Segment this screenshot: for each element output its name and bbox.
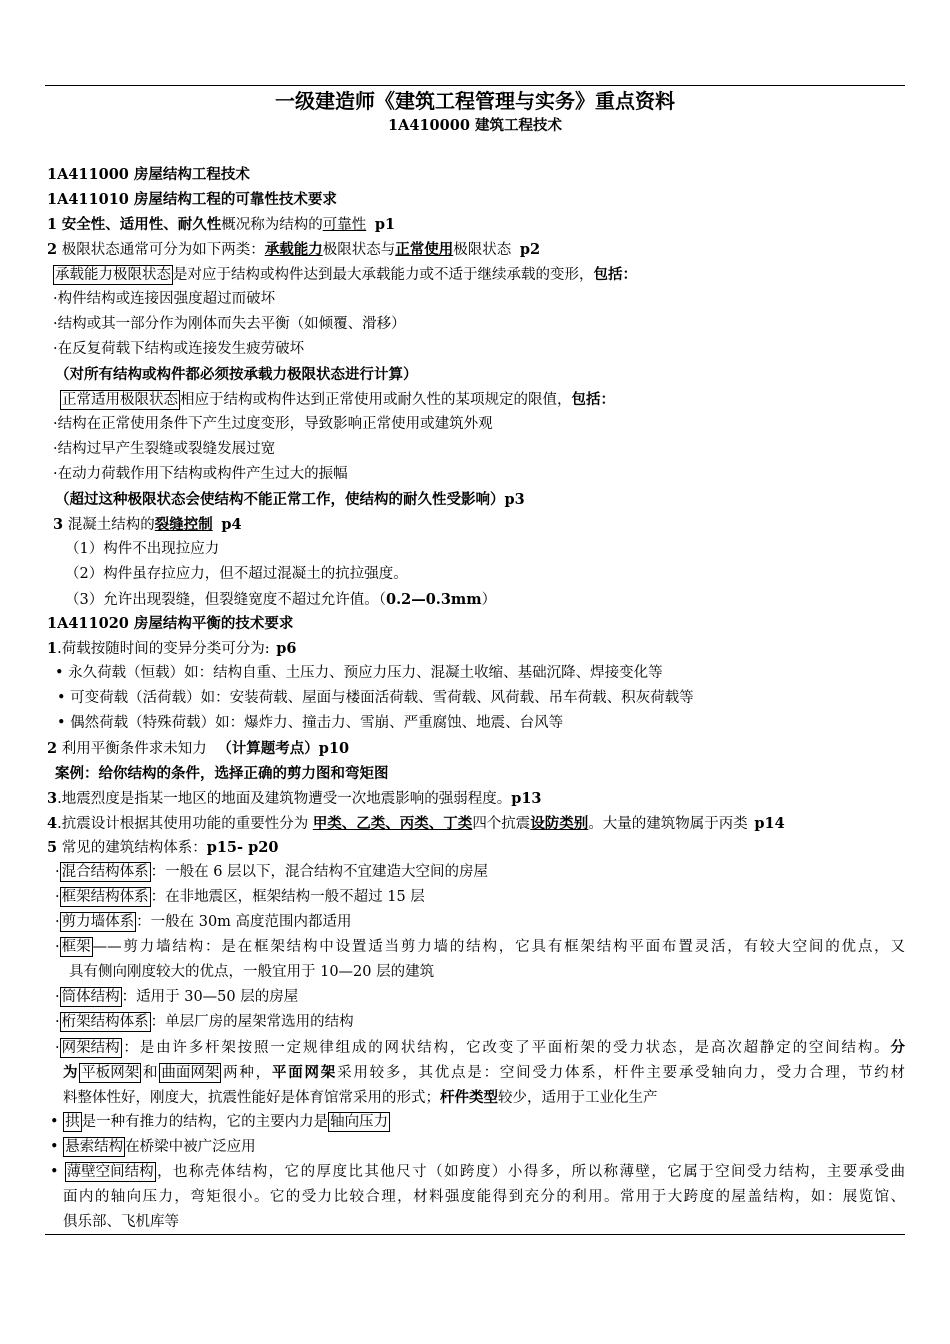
boxed-term: 剪力墙体系: [61, 914, 135, 930]
boxed-term: 筒体结构: [61, 989, 120, 1005]
top-rule: [45, 85, 905, 86]
page-ref: p4: [221, 516, 242, 533]
system-item: · 筒体结构 ：适用于 30—50 层的房屋: [55, 989, 299, 1005]
list-item: ·结构过早产生裂缝或裂缝发展过宽: [53, 441, 276, 457]
quake-line: [47, 786, 542, 811]
system-item: · 桁架结构体系 ：单层厂房的屋架常选用的结构: [55, 1014, 354, 1030]
text: （3）允许出现裂缝，但裂缝宽度不超过允许值。（: [65, 592, 386, 608]
underlined-term: 设防类别: [530, 815, 589, 832]
list-item: • 可变荷载（活荷载）如：安装荷载、屋面与楼面活荷载、雪荷载、风荷载、吊车荷载、积灰荷载等: [57, 690, 694, 706]
text: 极限状态通常可分为如下两类：: [61, 242, 265, 258]
list-item: ·在反复荷载下结构或连接发生疲劳破坏: [53, 341, 305, 357]
item-number: 1: [47, 640, 58, 657]
boxed-term: 网架结构: [61, 1040, 120, 1056]
boxed-term: 薄壁空间结构: [66, 1164, 154, 1180]
text: ：适用于 30—50 层的房屋: [121, 989, 299, 1005]
system-item: · 剪力墙体系 ：一般在 30m 高度范围内都适用: [55, 914, 352, 930]
page-ref: p6: [276, 640, 297, 657]
list-item: （1）构件不出现拉应力: [65, 541, 220, 557]
system-item-continued: [63, 1085, 658, 1110]
crack-control-line: [53, 512, 242, 537]
text: 相应于结构或构件达到正常使用或耐久性的某项规定的限值，: [180, 392, 572, 408]
text: 料整体性好，刚度大，抗震性能好是体育馆常采用的形式；: [63, 1090, 440, 1106]
text: ，也称壳体结构，它的厚度比其他尺寸（如跨度）小得多，所以称薄壁，它属于空间受力结构，主要承受曲: [155, 1164, 906, 1180]
text: 混凝土结构的: [67, 517, 155, 533]
text: 是对应于结构或构件达到最大承载能力或不适于继续承载的变形，: [173, 267, 594, 283]
system-item: · 框架 ——剪力墙结构：是在框架结构中设置适当剪力墙的结构，它具有框架结构平面布置灵活，有较大空间的优点，又: [55, 939, 905, 955]
underlined-term: 承载能力: [264, 241, 323, 258]
case-note: 案例：给你结构的条件，选择正确的剪力图和弯矩图: [55, 765, 389, 782]
document-title: 一级建造师《建筑工程管理与实务》重点资料: [275, 89, 675, 113]
text: 四个抗震: [472, 816, 531, 832]
text: 极限状态与: [322, 242, 396, 258]
subsection-heading: 1A411010 房屋结构工程的可靠性技术要求: [47, 191, 337, 208]
text: 常见的建筑结构体系：: [61, 840, 207, 856]
list-item: ·结构或其一部分作为刚体而失去平衡（如倾覆、滑移）: [53, 316, 406, 332]
list-item: ·结构在正常使用条件下产生过度变形，导致影响正常使用或建筑外观: [53, 416, 493, 432]
text: ：在非地震区，框架结构一般不超过 15 层: [150, 889, 425, 905]
underlined-term: 甲类、乙类、丙类、丁类: [312, 815, 473, 832]
boxed-term: 框架结构体系: [61, 889, 149, 905]
boxed-term: 混合结构体系: [61, 864, 149, 880]
text: .荷载按随时间的变异分类可分为:: [57, 641, 270, 657]
system-item-continued: 面内的轴向压力，弯矩很小。它的受力比较合理，材料强度能得到充分的利用。常用于大跨度的屋盖结构，如：展览馆、: [63, 1189, 905, 1205]
load-line: [47, 636, 296, 661]
text: ：一般在 6 层以下，混合结构不宜建造大空间的房屋: [150, 864, 489, 880]
note: （对所有结构或构件都必须按承载力极限状态进行计算）: [55, 366, 418, 383]
item-number: 3: [53, 516, 64, 533]
underlined-term: 可靠性: [322, 217, 367, 233]
limit-state-line: [47, 237, 540, 262]
service-definition: [60, 387, 615, 412]
item-number: 3: [47, 790, 58, 807]
bold-text: 平面网架: [271, 1064, 338, 1081]
bottom-rule: [45, 1234, 905, 1235]
text: 极限状态: [453, 242, 512, 258]
subsection-heading: 1A411020 房屋结构平衡的技术要求: [47, 615, 294, 632]
bullet: •: [50, 1114, 59, 1130]
system-item: · 网架结构 ：是由许多杆架按照一定规律组成的网状结构，它改变了平面桁架的受力状态，是高次超静定的空间结构。分: [55, 1039, 905, 1056]
item-number: 2: [47, 241, 58, 258]
text: ：一般在 30m 高度范围内都适用: [136, 914, 352, 930]
balance-line: [47, 736, 349, 761]
text: 。大量的建筑物属于丙类: [588, 816, 748, 832]
system-item: [50, 1160, 905, 1185]
boxed-term: 正常适用极限状态: [62, 392, 178, 408]
list-item: • 永久荷载（恒载）如：结构自重、土压力、预应力压力、混凝土收缩、基础沉降、焊接变化等: [55, 665, 663, 681]
boxed-term: 曲面网架: [161, 1065, 220, 1081]
system-item-continued: [63, 1060, 905, 1085]
text: ）: [481, 592, 497, 608]
system-item-continued: 俱乐部、飞机库等: [63, 1214, 179, 1230]
text: 在桥梁中被广泛应用: [125, 1139, 256, 1155]
underlined-term: 裂缝控制: [154, 516, 213, 533]
list-item: [65, 587, 496, 612]
document-subtitle: 1A410000 建筑工程技术: [388, 117, 562, 134]
page-ref: p14: [754, 815, 785, 832]
text: 较少，适用于工业化生产: [498, 1090, 658, 1106]
boxed-term: 桁架结构体系: [61, 1014, 149, 1030]
bold-text: 杆件类型: [440, 1089, 498, 1106]
system-item: · 混合结构体系 ：一般在 6 层以下，混合结构不宜建造大空间的房屋: [55, 864, 489, 880]
text: ——剪力墙结构：是在框架结构中设置适当剪力墙的结构，它具有框架结构平面布置灵活，有较大空间的优点，又: [92, 939, 905, 955]
boxed-term: 承载能力极限状态: [55, 267, 171, 283]
item-number: 4: [47, 815, 58, 832]
bold-text: 0.2—0.3mm: [385, 591, 482, 608]
page-ref: p15- p20: [206, 839, 279, 856]
bold-text: 分: [890, 1039, 905, 1056]
system-item: [50, 1135, 256, 1160]
seismic-line: [47, 811, 785, 836]
boxed-term: 悬索结构: [65, 1139, 124, 1155]
text: ：是由许多杆架按照一定规律组成的网状结构，它改变了平面桁架的受力状态，是高次超静定的空间结构。: [121, 1040, 891, 1056]
text: .抗震设计根据其使用功能的重要性分为: [57, 816, 309, 832]
underlined-term: 正常使用: [395, 241, 454, 258]
capacity-definition: [53, 262, 637, 287]
text: 是一种有推力的结构，它的主要内力是: [81, 1114, 329, 1130]
list-item: （2）构件虽存拉应力，但不超过混凝土的抗拉强度。: [65, 566, 408, 582]
systems-line: [47, 835, 278, 860]
item-number: 2: [47, 740, 58, 757]
section-heading: 1A411000 房屋结构工程技术: [47, 166, 250, 183]
boxed-term: 平板网架: [81, 1065, 140, 1081]
page-ref: p1: [374, 216, 396, 233]
bold-text: 包括：: [571, 391, 615, 408]
bold-term: 安全性、适用性、耐久性: [61, 216, 222, 233]
boxed-term: 轴向压力: [330, 1114, 389, 1130]
text: 采用较多，其优点是：空间受力体系，杆件主要承受轴向力，受力合理，节约材: [337, 1065, 906, 1081]
page-ref: p2: [519, 241, 541, 258]
system-item: · 框架结构体系 ：在非地震区，框架结构一般不超过 15 层: [55, 889, 425, 905]
bold-text: 包括：: [593, 266, 637, 283]
text: 两种，: [221, 1065, 272, 1081]
item-number: 5: [47, 839, 58, 856]
text: 和: [141, 1065, 160, 1081]
bullet: •: [50, 1139, 59, 1155]
page-ref: p13: [511, 790, 542, 807]
reliability-line: [47, 212, 395, 237]
bullet: •: [50, 1164, 59, 1180]
bold-text: 为: [63, 1064, 80, 1081]
system-item-continued: 具有侧向刚度较大的优点，一般宜用于 10—20 层的建筑: [69, 964, 435, 980]
text: 利用平衡条件求未知力: [61, 741, 207, 757]
item-number: 1: [47, 216, 58, 233]
system-item: [50, 1110, 390, 1135]
list-item: ·构件结构或连接因强度超过而破坏: [53, 291, 276, 307]
bold-text: （计算题考点）p10: [217, 740, 350, 757]
boxed-term: 拱: [65, 1114, 80, 1130]
text: .地震烈度是指某一地区的地面及建筑物遭受一次地震影响的强弱程度。: [57, 791, 512, 807]
text: ：单层厂房的屋架常选用的结构: [150, 1014, 354, 1030]
boxed-term: 框架: [61, 939, 91, 955]
list-item: • 偶然荷载（特殊荷载）如：爆炸力、撞击力、雪崩、严重腐蚀、地震、台风等: [57, 715, 564, 731]
text: 概况称为结构的: [221, 217, 323, 233]
list-item: ·在动力荷载作用下结构或构件产生过大的振幅: [53, 466, 348, 482]
note: （超过这种极限状态会使结构不能正常工作，使结构的耐久性受影响）p3: [55, 491, 525, 508]
